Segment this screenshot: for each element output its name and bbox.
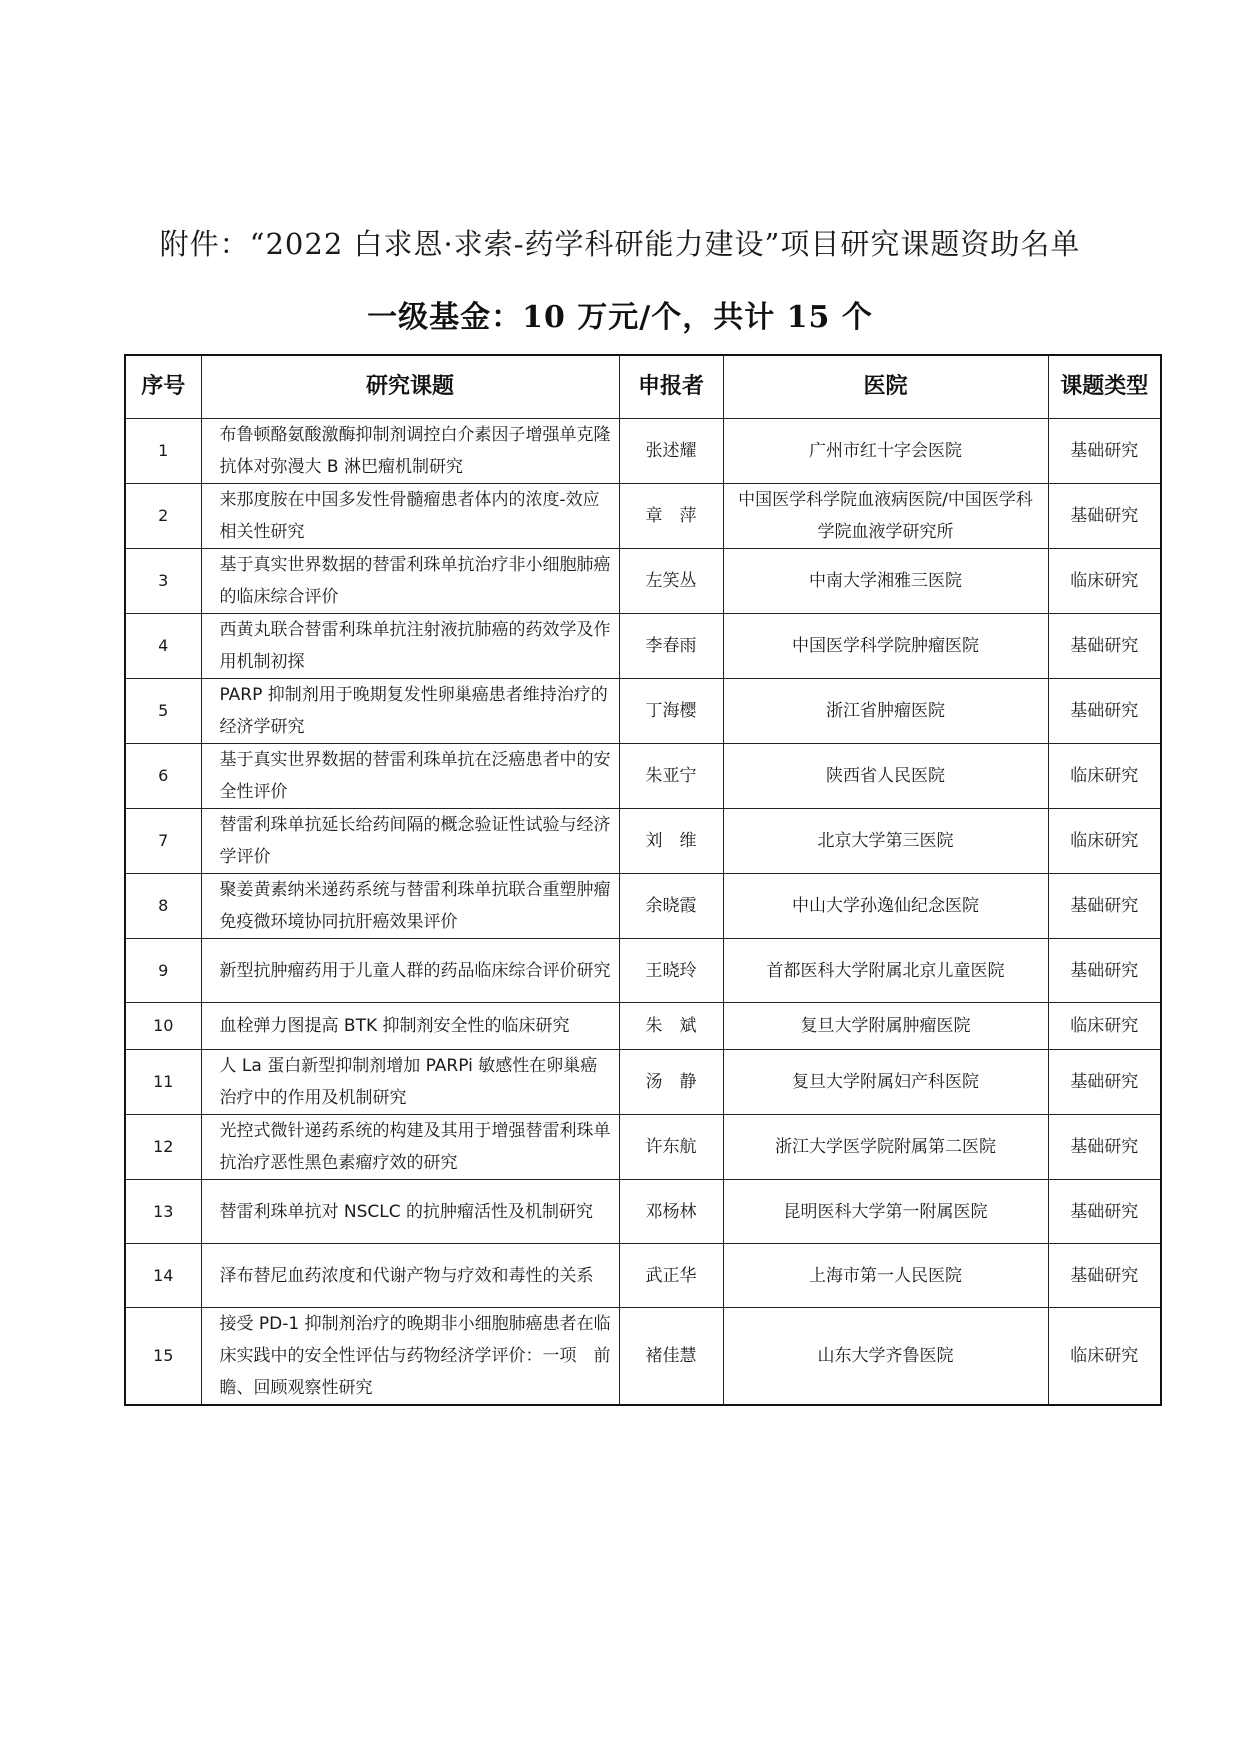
cell-topic: 聚姜黄素纳米递药系统与替雷利珠单抗联合重塑肿瘤免疫微环境协同抗肝癌效果评价: [201, 874, 619, 939]
cell-type: 临床研究: [1048, 1308, 1161, 1406]
cell-seq: 9: [125, 939, 201, 1003]
cell-seq: 6: [125, 744, 201, 809]
cell-applicant: 邓杨林: [619, 1180, 723, 1244]
table-row: [125, 1115, 1161, 1180]
table-row: [125, 939, 1161, 1003]
cell-applicant: 余晓霞: [619, 874, 723, 939]
cell-applicant: 左笑丛: [619, 549, 723, 614]
cell-seq: 8: [125, 874, 201, 939]
cell-seq: 12: [125, 1115, 201, 1180]
cell-applicant: 褚佳慧: [619, 1308, 723, 1406]
cell-applicant: 汤 静: [619, 1050, 723, 1115]
cell-seq: 4: [125, 614, 201, 679]
cell-topic: 接受 PD-1 抑制剂治疗的晚期非小细胞肺癌患者在临床实践中的安全性评估与药物经济学评价：一项 前瞻、回顾观察性研究: [201, 1308, 619, 1406]
cell-seq: 14: [125, 1244, 201, 1308]
cell-type: 临床研究: [1048, 549, 1161, 614]
cell-hospital: 上海市第一人民医院: [723, 1244, 1048, 1308]
cell-type: 基础研究: [1048, 1244, 1161, 1308]
cell-seq: 2: [125, 484, 201, 549]
cell-topic: 替雷利珠单抗对 NSCLC 的抗肿瘤活性及机制研究: [201, 1180, 619, 1244]
cell-applicant: 王晓玲: [619, 939, 723, 1003]
cell-seq: 15: [125, 1308, 201, 1406]
cell-type: 基础研究: [1048, 1115, 1161, 1180]
cell-applicant: 丁海樱: [619, 679, 723, 744]
cell-topic: 新型抗肿瘤药用于儿童人群的药品临床综合评价研究: [201, 939, 619, 1003]
cell-applicant: 朱 斌: [619, 1003, 723, 1050]
header-applicant: 申报者: [619, 355, 723, 419]
cell-seq: 3: [125, 549, 201, 614]
cell-type: 临床研究: [1048, 744, 1161, 809]
table-row: [125, 1180, 1161, 1244]
cell-type: 基础研究: [1048, 679, 1161, 744]
cell-type: 基础研究: [1048, 484, 1161, 549]
cell-applicant: 武正华: [619, 1244, 723, 1308]
cell-topic: 基于真实世界数据的替雷利珠单抗在泛癌患者中的安全性评价: [201, 744, 619, 809]
cell-hospital: 山东大学齐鲁医院: [723, 1308, 1048, 1406]
cell-type: 临床研究: [1048, 809, 1161, 874]
table-row: [125, 614, 1161, 679]
cell-topic: 来那度胺在中国多发性骨髓瘤患者体内的浓度-效应相关性研究: [201, 484, 619, 549]
cell-hospital: 复旦大学附属肿瘤医院: [723, 1003, 1048, 1050]
cell-applicant: 刘 维: [619, 809, 723, 874]
table-row: [125, 809, 1161, 874]
table-row: [125, 1244, 1161, 1308]
cell-type: 基础研究: [1048, 1050, 1161, 1115]
cell-topic: 替雷利珠单抗延长给药间隔的概念验证性试验与经济学评价: [201, 809, 619, 874]
cell-hospital: 中山大学孙逸仙纪念医院: [723, 874, 1048, 939]
cell-seq: 5: [125, 679, 201, 744]
cell-topic: 人 La 蛋白新型抑制剂增加 PARPi 敏感性在卵巢癌治疗中的作用及机制研究: [201, 1050, 619, 1115]
cell-hospital: 浙江省肿瘤医院: [723, 679, 1048, 744]
grant-table: [124, 354, 1162, 1406]
cell-type: 基础研究: [1048, 419, 1161, 484]
cell-applicant: 章 萍: [619, 484, 723, 549]
cell-hospital: 首都医科大学附属北京儿童医院: [723, 939, 1048, 1003]
cell-hospital: 中国医学科学院血液病医院/中国医学科学院血液学研究所: [723, 484, 1048, 549]
table-row: [125, 1308, 1161, 1406]
cell-type: 基础研究: [1048, 939, 1161, 1003]
cell-seq: 10: [125, 1003, 201, 1050]
cell-hospital: 中国医学科学院肿瘤医院: [723, 614, 1048, 679]
cell-topic: 布鲁顿酪氨酸激酶抑制剂调控白介素因子增强单克隆抗体对弥漫大 B 淋巴瘤机制研究: [201, 419, 619, 484]
cell-applicant: 张述耀: [619, 419, 723, 484]
table-header-row: [125, 355, 1161, 419]
cell-hospital: 中南大学湘雅三医院: [723, 549, 1048, 614]
cell-hospital: 北京大学第三医院: [723, 809, 1048, 874]
cell-topic: 西黄丸联合替雷利珠单抗注射液抗肺癌的药效学及作用机制初探: [201, 614, 619, 679]
header-seq: 序号: [125, 355, 201, 419]
cell-hospital: 昆明医科大学第一附属医院: [723, 1180, 1048, 1244]
cell-topic: PARP 抑制剂用于晚期复发性卵巢癌患者维持治疗的经济学研究: [201, 679, 619, 744]
table-row: [125, 1003, 1161, 1050]
table-row: [125, 419, 1161, 484]
table-row: [125, 1050, 1161, 1115]
header-type: 课题类型: [1048, 355, 1161, 419]
cell-hospital: 浙江大学医学院附属第二医院: [723, 1115, 1048, 1180]
document-title: 附件：“2022 白求恩·求索-药学科研能力建设”项目研究课题资助名单: [159, 227, 1081, 261]
cell-seq: 11: [125, 1050, 201, 1115]
cell-type: 基础研究: [1048, 614, 1161, 679]
header-hospital: 医院: [723, 355, 1048, 419]
table-row: [125, 744, 1161, 809]
cell-applicant: 许东航: [619, 1115, 723, 1180]
cell-topic: 基于真实世界数据的替雷利珠单抗治疗非小细胞肺癌的临床综合评价: [201, 549, 619, 614]
cell-type: 基础研究: [1048, 1180, 1161, 1244]
cell-topic: 血栓弹力图提高 BTK 抑制剂安全性的临床研究: [201, 1003, 619, 1050]
cell-hospital: 陕西省人民医院: [723, 744, 1048, 809]
header-topic: 研究课题: [201, 355, 619, 419]
cell-applicant: 朱亚宁: [619, 744, 723, 809]
table-row: [125, 549, 1161, 614]
table-row: [125, 484, 1161, 549]
table-row: [125, 874, 1161, 939]
cell-hospital: 广州市红十字会医院: [723, 419, 1048, 484]
cell-hospital: 复旦大学附属妇产科医院: [723, 1050, 1048, 1115]
cell-type: 临床研究: [1048, 1003, 1161, 1050]
cell-seq: 13: [125, 1180, 201, 1244]
table-row: [125, 679, 1161, 744]
document-subtitle: 一级基金：10 万元/个，共计 15 个: [367, 300, 873, 335]
cell-seq: 1: [125, 419, 201, 484]
cell-applicant: 李春雨: [619, 614, 723, 679]
cell-type: 基础研究: [1048, 874, 1161, 939]
cell-seq: 7: [125, 809, 201, 874]
cell-topic: 光控式微针递药系统的构建及其用于增强替雷利珠单抗治疗恶性黑色素瘤疗效的研究: [201, 1115, 619, 1180]
cell-topic: 泽布替尼血药浓度和代谢产物与疗效和毒性的关系: [201, 1244, 619, 1308]
